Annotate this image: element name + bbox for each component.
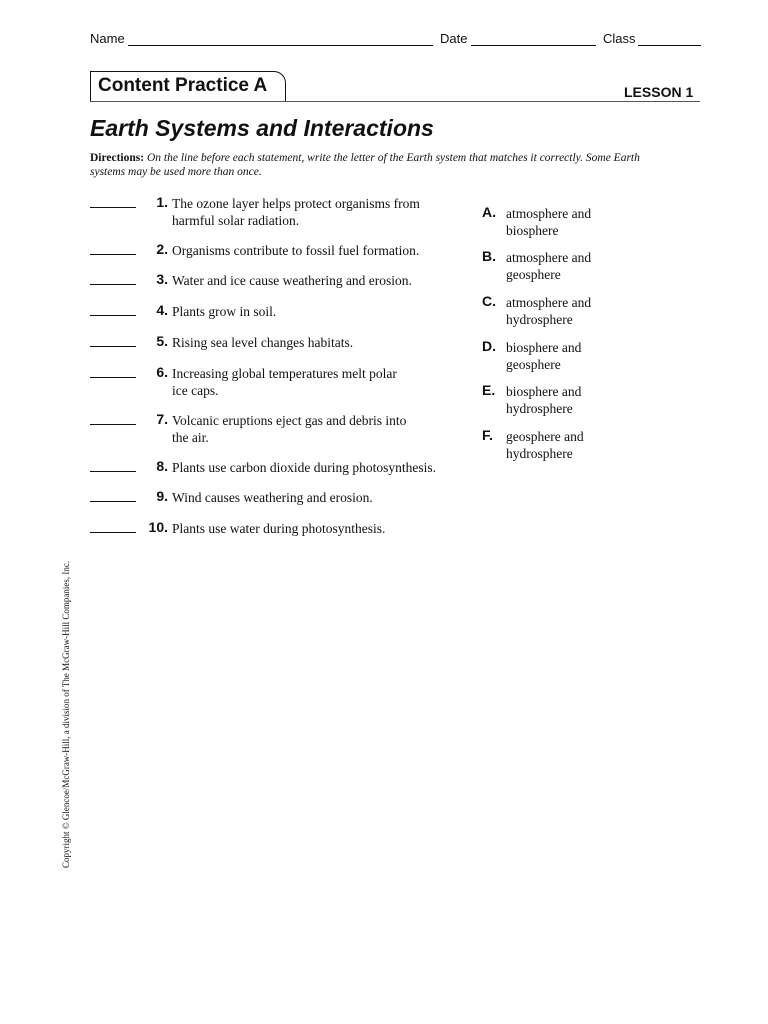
answer-option xyxy=(482,383,632,423)
option-text: biosphere and geosphere xyxy=(506,340,582,372)
directions-label: Directions: xyxy=(90,152,145,164)
name-line[interactable] xyxy=(128,45,433,46)
question-text: Water and ice cause weathering and erosion. xyxy=(172,273,412,288)
question-text: Organisms contribute to fossil fuel formation. xyxy=(172,243,420,258)
question-text: Plants use carbon dioxide during photosynthesis. xyxy=(172,460,436,475)
option-letter: F. xyxy=(482,427,493,443)
directions xyxy=(90,151,650,179)
date-label: Date xyxy=(440,31,468,46)
question-number: 9. xyxy=(156,488,168,504)
answer-blank[interactable] xyxy=(90,254,136,255)
name-label: Name xyxy=(90,31,125,46)
answer-option xyxy=(482,428,632,468)
question-item xyxy=(90,520,470,560)
question-number: 1. xyxy=(156,194,168,210)
question-number: 10. xyxy=(148,519,168,535)
option-text: geosphere and hydrosphere xyxy=(506,429,584,461)
directions-text: On the line before each statement, write the letter of the Earth system that matches it correctly. Some Earth systems may be used more than once. xyxy=(90,152,640,178)
option-text: atmosphere and biosphere xyxy=(506,206,592,238)
answer-blank[interactable] xyxy=(90,346,136,347)
answer-blank[interactable] xyxy=(90,315,136,316)
answer-blank[interactable] xyxy=(90,207,136,208)
option-letter: D. xyxy=(482,338,496,354)
question-number: 8. xyxy=(156,458,168,474)
question-text: Increasing global temperatures melt polar ice caps. xyxy=(172,366,397,398)
question-text: Rising sea level changes habitats. xyxy=(172,335,354,350)
answer-blank[interactable] xyxy=(90,471,136,472)
tab-title: Content Practice A xyxy=(98,75,268,96)
option-letter: E. xyxy=(482,382,496,398)
question-item xyxy=(90,195,470,235)
date-line[interactable] xyxy=(471,45,596,46)
question-text: Plants grow in soil. xyxy=(172,304,277,319)
question-number: 5. xyxy=(156,333,168,349)
question-text: Wind causes weathering and erosion. xyxy=(172,490,373,505)
question-text: Plants use water during photosynthesis. xyxy=(172,521,386,536)
option-letter: A. xyxy=(482,204,496,220)
answer-blank[interactable] xyxy=(90,424,136,425)
answer-blank[interactable] xyxy=(90,501,136,502)
header-rule xyxy=(90,101,700,102)
copyright-notice: Copyright © Glencoe/McGraw-Hill, a division of The McGraw-Hill Companies, Inc. xyxy=(61,560,71,868)
answer-option xyxy=(482,339,632,379)
answer-option xyxy=(482,205,632,245)
answer-blank[interactable] xyxy=(90,284,136,285)
class-line[interactable] xyxy=(638,45,701,46)
question-number: 3. xyxy=(156,271,168,287)
question-number: 7. xyxy=(156,411,168,427)
content-practice-tab xyxy=(90,71,286,101)
worksheet-title: Earth Systems and Interactions xyxy=(90,115,434,141)
question-text: Volcanic eruptions eject gas and debris into the air. xyxy=(172,413,407,445)
question-number: 6. xyxy=(156,364,168,380)
question-number: 4. xyxy=(156,302,168,318)
question-item xyxy=(90,412,470,452)
option-text: atmosphere and geosphere xyxy=(506,250,592,282)
option-letter: B. xyxy=(482,248,496,264)
question-number: 2. xyxy=(156,241,168,257)
option-text: biosphere and hydrosphere xyxy=(506,384,582,416)
answer-blank[interactable] xyxy=(90,377,136,378)
option-letter: C. xyxy=(482,293,496,309)
answer-option xyxy=(482,294,632,334)
question-item xyxy=(90,365,470,405)
question-text: The ozone layer helps protect organisms from harmful solar radiation. xyxy=(172,196,420,228)
answer-blank[interactable] xyxy=(90,532,136,533)
option-text: atmosphere and hydrosphere xyxy=(506,295,592,327)
student-info-header xyxy=(90,31,702,49)
lesson-label: LESSON 1 xyxy=(624,84,694,100)
answer-option xyxy=(482,249,632,289)
class-label: Class xyxy=(603,31,636,46)
